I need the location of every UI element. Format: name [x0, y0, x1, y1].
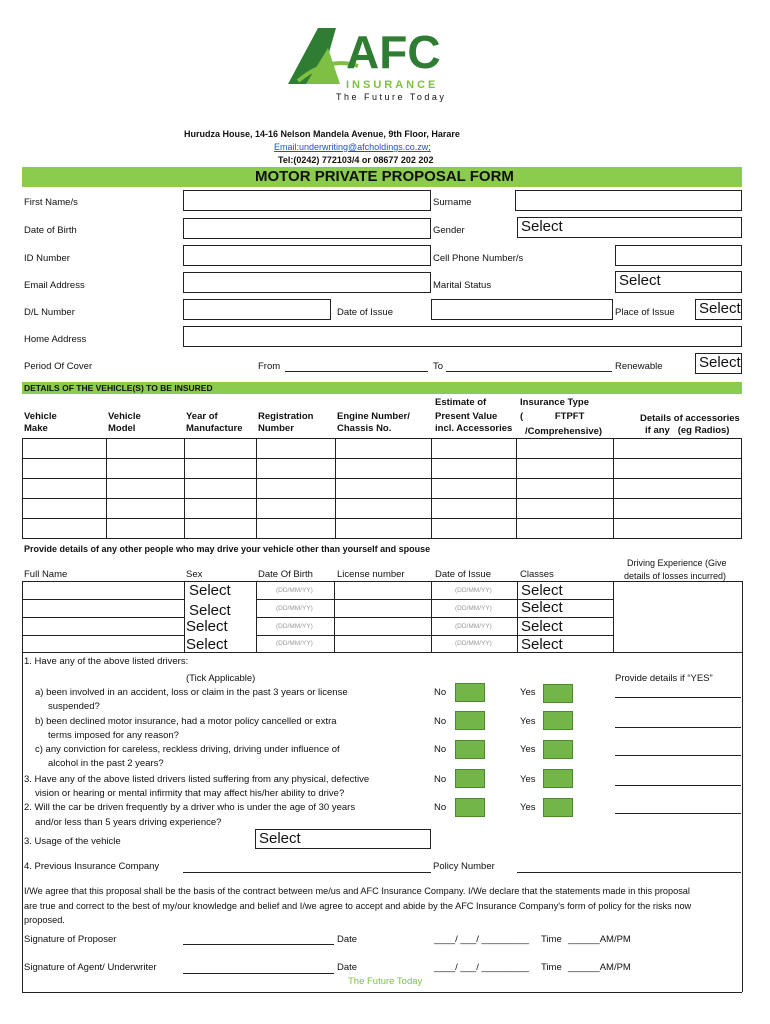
- driver-issue-field[interactable]: (DD/MM/YY): [455, 587, 492, 594]
- vehicle-cell[interactable]: [256, 459, 335, 479]
- sig-proposer-date-line[interactable]: ____/ ___/ _________: [434, 934, 530, 945]
- col-instype-3: /Comprehensive): [525, 426, 603, 437]
- sig-agent-line[interactable]: [183, 973, 334, 974]
- sig-agent-time-label: Time: [541, 962, 562, 973]
- sig-agent-date-line[interactable]: ____/ ___/ _________: [434, 962, 530, 973]
- home-address-input[interactable]: [183, 326, 742, 347]
- col-accessories-2: if any (eg Radios): [645, 425, 730, 436]
- provide-details-label: Provide details if “YES”: [615, 673, 713, 684]
- drivers-table-bottom: [22, 652, 742, 653]
- vehicle-cell[interactable]: [335, 499, 432, 519]
- qc-line2: alcohol in the past 2 years?: [48, 758, 164, 769]
- vehicle-cell[interactable]: [517, 479, 614, 499]
- qa-line1: a) been involved in an accident, loss or claim in the past 3 years or license: [35, 687, 348, 698]
- vehicle-cell[interactable]: [432, 519, 517, 539]
- vehicle-cell[interactable]: [517, 499, 614, 519]
- driver-issue-field[interactable]: (DD/MM/YY): [455, 640, 492, 647]
- usage-select[interactable]: Select: [255, 829, 431, 849]
- col-year-2: Manufacture: [186, 423, 243, 434]
- col-make-2: Make: [24, 423, 48, 434]
- col-instype-1: Insurance Type: [520, 397, 589, 408]
- q2-details-line[interactable]: [615, 813, 741, 814]
- vehicle-cell[interactable]: [614, 519, 742, 539]
- q3-yes-checkbox[interactable]: [543, 769, 573, 788]
- vehicle-cell[interactable]: [432, 439, 517, 459]
- marital-select[interactable]: Select: [615, 271, 742, 293]
- usage-label: 3. Usage of the vehicle: [24, 836, 121, 847]
- first-name-input[interactable]: [183, 190, 431, 211]
- vehicle-section-title: DETAILS OF THE VEHICLE(S) TO BE INSURED: [24, 383, 213, 393]
- company-tel: Tel:(0242) 772103/4 or 08677 202 202: [278, 155, 434, 165]
- vehicle-cell[interactable]: [23, 519, 107, 539]
- col-reg-2: Number: [258, 423, 294, 434]
- table-row: [23, 479, 742, 499]
- driver-dob-field[interactable]: (DD/MM/YY): [276, 640, 313, 647]
- sig-proposer-date-label: Date: [337, 934, 358, 945]
- vehicle-cell[interactable]: [184, 459, 256, 479]
- vehicle-cell[interactable]: [106, 479, 184, 499]
- q2-no-label: No: [434, 802, 447, 813]
- q2-yes-label: Yes: [520, 802, 536, 813]
- qa-yes-label: Yes: [520, 687, 536, 698]
- logo-tagline: The Future Today: [336, 92, 447, 102]
- vehicle-cell[interactable]: [432, 479, 517, 499]
- qc-no-checkbox[interactable]: [455, 740, 485, 759]
- date-issue-label: Date of Issue: [337, 307, 393, 318]
- vehicle-cell[interactable]: [256, 519, 335, 539]
- declaration-line2: are true and correct to the best of my/our knowledge and belief and I/we agree to accept and abide by the AFC Insurance Company's form of policy for the risks now: [24, 901, 692, 911]
- vehicle-cell[interactable]: [184, 439, 256, 459]
- vehicle-cell[interactable]: [23, 479, 107, 499]
- prev-insurer-label: 4. Previous Insurance Company: [24, 861, 160, 872]
- driver-dob-field[interactable]: (DD/MM/YY): [276, 587, 313, 594]
- policy-number-line[interactable]: [517, 872, 741, 873]
- vehicle-cell[interactable]: [335, 479, 432, 499]
- vehicle-cell[interactable]: [517, 459, 614, 479]
- dob-label: Date of Birth: [24, 225, 77, 236]
- col-license: License number: [337, 569, 405, 580]
- declaration-line1: I/We agree that this proposal shall be the basis of the contract between me/us and AFC Insurance Company. I/We declare that the statements made in this proposal: [24, 886, 690, 896]
- company-address: Hurudza House, 14-16 Nelson Mandela Avenue, 9th Floor, Harare: [184, 129, 460, 139]
- q2-line1: 2. Will the car be driven frequently by a driver who is under the age of 30 years: [24, 802, 356, 813]
- vehicle-cell[interactable]: [106, 519, 184, 539]
- driver-sex-select[interactable]: Select: [189, 582, 231, 599]
- vehicle-cell[interactable]: [23, 499, 107, 519]
- col-engine-2: Chassis No.: [337, 423, 392, 434]
- col-accessories-1: Details of accessories: [640, 413, 740, 424]
- driver-class-select[interactable]: Select: [521, 582, 563, 599]
- vehicle-cell[interactable]: [184, 479, 256, 499]
- table-row: [23, 459, 742, 479]
- right-border: [742, 652, 743, 992]
- qb-line2: terms imposed for any reason?: [48, 730, 179, 741]
- sig-agent-label: Signature of Agent/ Underwriter: [24, 962, 157, 973]
- qa-line2: suspended?: [48, 701, 100, 712]
- q2-no-checkbox[interactable]: [455, 798, 485, 817]
- surname-label: Surname: [433, 197, 472, 208]
- vehicle-cell[interactable]: [517, 519, 614, 539]
- vehicle-cell[interactable]: [23, 459, 107, 479]
- vehicle-cell[interactable]: [106, 439, 184, 459]
- vehicle-cell[interactable]: [184, 499, 256, 519]
- cell-label: Cell Phone Number/s: [433, 253, 524, 264]
- id-number-input[interactable]: [183, 245, 431, 266]
- col-model-2: Model: [108, 423, 136, 434]
- place-issue-select[interactable]: Select: [695, 299, 742, 320]
- first-name-label: First Name/s: [24, 197, 78, 208]
- drivers-row-line: [22, 635, 184, 636]
- email-label: Email Address: [24, 280, 85, 291]
- col-date-issue: Date of Issue: [435, 569, 491, 580]
- sig-proposer-time-label: Time: [541, 934, 562, 945]
- col-dob: Date Of Birth: [258, 569, 313, 580]
- footer-tagline: The Future Today: [348, 976, 423, 987]
- col-reg-1: Registration: [258, 411, 314, 422]
- table-row: [23, 499, 742, 519]
- drivers-section-title: Provide details of any other people who may drive your vehicle other than yourself and spouse: [24, 544, 431, 554]
- gender-label: Gender: [433, 225, 465, 236]
- driver-class-select[interactable]: Select: [521, 599, 563, 616]
- drivers-row-line: [22, 599, 184, 600]
- q3-yes-label: Yes: [520, 774, 536, 785]
- qb-details-line[interactable]: [615, 727, 741, 728]
- period-label: Period Of Cover: [24, 361, 93, 372]
- place-issue-label: Place of Issue: [615, 307, 675, 318]
- drivers-row-line: [22, 617, 184, 618]
- from-line[interactable]: [285, 371, 428, 372]
- vehicle-table: [22, 438, 742, 539]
- col-make-1: Vehicle: [24, 411, 57, 422]
- table-row: [23, 439, 742, 459]
- driver-issue-field[interactable]: (DD/MM/YY): [455, 623, 492, 630]
- vehicle-cell[interactable]: [614, 479, 742, 499]
- logo-subtitle: INSURANCE: [346, 79, 439, 91]
- drivers-col-line: [613, 581, 614, 652]
- vehicle-cell[interactable]: [614, 459, 742, 479]
- vehicle-cell[interactable]: [256, 479, 335, 499]
- qc-no-label: No: [434, 744, 447, 755]
- vehicle-cell[interactable]: [517, 439, 614, 459]
- vehicle-cell[interactable]: [335, 519, 432, 539]
- q3-details-line[interactable]: [615, 785, 741, 786]
- driver-sex-select[interactable]: Select: [189, 602, 231, 619]
- col-sex: Sex: [186, 569, 203, 580]
- qb-yes-label: Yes: [520, 716, 536, 727]
- email-input[interactable]: [183, 272, 431, 293]
- vehicle-cell[interactable]: [614, 499, 742, 519]
- sig-agent-date-label: Date: [337, 962, 358, 973]
- table-row: [23, 519, 742, 539]
- gender-select[interactable]: Select: [517, 217, 742, 238]
- sig-proposer-label: Signature of Proposer: [24, 934, 117, 945]
- to-line[interactable]: [446, 371, 612, 372]
- col-engine-1: Engine Number/: [337, 411, 410, 422]
- driver-sex-select[interactable]: Select: [186, 636, 228, 653]
- policy-number-label: Policy Number: [433, 861, 495, 872]
- surname-input[interactable]: [515, 190, 742, 211]
- renewable-label: Renewable: [615, 361, 663, 372]
- vehicle-cell[interactable]: [106, 459, 184, 479]
- q3-line2: vision or hearing or mental infirmity that may affect his/her ability to drive?: [35, 788, 345, 799]
- left-border: [22, 652, 23, 992]
- vehicle-cell[interactable]: [614, 439, 742, 459]
- q1-label: 1. Have any of the above listed drivers:: [24, 656, 189, 667]
- col-estimate-2: Present Value: [435, 411, 498, 422]
- col-fullname: Full Name: [24, 569, 68, 580]
- qc-yes-label: Yes: [520, 744, 536, 755]
- vehicle-cell[interactable]: [256, 439, 335, 459]
- driver-dob-field[interactable]: (DD/MM/YY): [276, 605, 313, 612]
- qb-yes-checkbox[interactable]: [543, 711, 573, 730]
- col-classes: Classes: [520, 569, 554, 580]
- dl-number-input[interactable]: [183, 299, 331, 320]
- sig-proposer-time-line[interactable]: ______AM/PM: [568, 934, 631, 945]
- col-experience-1: Driving Experience (Give: [627, 558, 727, 568]
- vehicle-cell[interactable]: [335, 459, 432, 479]
- id-number-label: ID Number: [24, 253, 70, 264]
- q2-yes-checkbox[interactable]: [543, 798, 573, 817]
- qa-no-label: No: [434, 687, 447, 698]
- drivers-table-top: [22, 581, 742, 582]
- afc-logo: [288, 26, 468, 86]
- driver-class-select[interactable]: Select: [521, 618, 563, 635]
- drivers-col-line: [256, 581, 257, 652]
- driver-issue-field[interactable]: (DD/MM/YY): [455, 605, 492, 612]
- home-address-label: Home Address: [24, 334, 87, 345]
- q3-no-checkbox[interactable]: [455, 769, 485, 788]
- qb-no-label: No: [434, 716, 447, 727]
- dob-input[interactable]: [183, 218, 431, 239]
- col-estimate-1: Estimate of: [435, 397, 487, 408]
- col-estimate-3: incl. Accessories: [435, 423, 513, 434]
- drivers-col-line: [22, 581, 23, 652]
- vehicle-cell[interactable]: [335, 439, 432, 459]
- driver-class-select[interactable]: Select: [521, 636, 563, 653]
- col-year-1: Year of: [186, 411, 218, 422]
- from-label: From: [258, 361, 281, 372]
- col-model-1: Vehicle: [108, 411, 141, 422]
- marital-label: Marital Status: [433, 280, 492, 291]
- qb-no-checkbox[interactable]: [455, 711, 485, 730]
- drivers-col-line: [334, 581, 335, 652]
- driver-sex-select[interactable]: Select: [186, 618, 228, 635]
- q3-no-label: No: [434, 774, 447, 785]
- bottom-border: [22, 992, 742, 993]
- q2-line2: and/or less than 5 years driving experience?: [35, 817, 222, 828]
- sig-agent-time-line[interactable]: ______AM/PM: [568, 962, 631, 973]
- drivers-col-line: [431, 581, 432, 652]
- q3-line1: 3. Have any of the above listed drivers listed suffering from any physical, defective: [24, 774, 370, 785]
- company-email[interactable]: Email:underwriting@afcholdings.co.zw;: [274, 142, 431, 152]
- qa-yes-checkbox[interactable]: [543, 684, 573, 703]
- renewable-select[interactable]: Select: [695, 353, 742, 374]
- qa-details-line[interactable]: [615, 697, 741, 698]
- drivers-col-line: [742, 581, 743, 652]
- col-instype-2: ( FTPFT: [520, 411, 585, 422]
- prev-insurer-line[interactable]: [183, 872, 431, 873]
- qc-details-line[interactable]: [615, 755, 741, 756]
- qb-line1: b) been declined motor insurance, had a motor policy cancelled or extra: [35, 716, 337, 727]
- qa-no-checkbox[interactable]: [455, 683, 485, 702]
- to-label: To: [433, 361, 444, 372]
- form-title: MOTOR PRIVATE PROPOSAL FORM: [255, 168, 514, 185]
- driver-dob-field[interactable]: (DD/MM/YY): [276, 623, 313, 630]
- vehicle-cell[interactable]: [106, 499, 184, 519]
- sig-proposer-line[interactable]: [183, 944, 334, 945]
- dl-number-label: D/L Number: [24, 307, 75, 318]
- vehicle-cell[interactable]: [256, 499, 335, 519]
- vehicle-cell[interactable]: [432, 499, 517, 519]
- qc-line1: c) any conviction for careless, reckless driving, driving under influence of: [35, 744, 340, 755]
- date-issue-input[interactable]: [431, 299, 613, 320]
- cell-input[interactable]: [615, 245, 742, 266]
- qc-yes-checkbox[interactable]: [543, 740, 573, 759]
- vehicle-cell[interactable]: [184, 519, 256, 539]
- logo-brand: AFC: [346, 26, 441, 78]
- tick-label: (Tick Applicable): [186, 673, 256, 684]
- col-experience-2: details of losses incurred): [624, 571, 727, 581]
- vehicle-cell[interactable]: [432, 459, 517, 479]
- vehicle-cell[interactable]: [23, 439, 107, 459]
- declaration-line3: proposed.: [24, 915, 65, 925]
